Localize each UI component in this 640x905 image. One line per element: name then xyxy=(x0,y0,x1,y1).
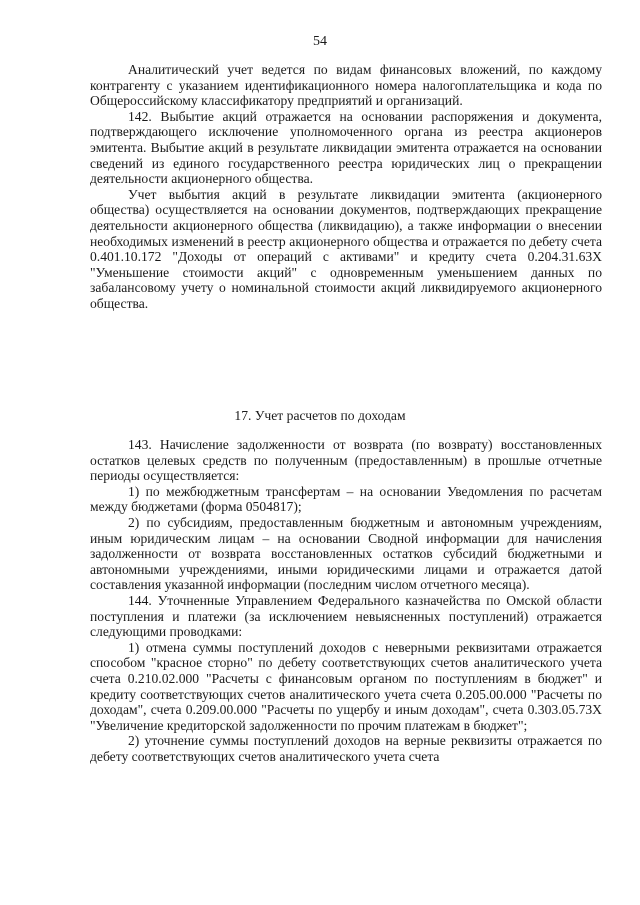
text-block-top xyxy=(90,62,602,312)
section-heading: 17. Учет расчетов по доходам xyxy=(234,408,406,423)
paragraph-analytical-accounting: Аналитический учет ведется по видам финансовых вложений, по каждому контрагенту с указанием идентификационного номера налогоплательщика и кода по Общероссийскому классификатору предприятий и организаций. xyxy=(90,62,602,109)
paragraph-142: 142. Выбытие акций отражается на основании распоряжения и документа, подтверждающего исключение уполномоченного органа из реестра акционеров эмитента. Выбытие акций в результате ликвидации эмитента отражается на основании сведений из единого государственного реестра юридических лиц о прекращении деятельности акционерного общества. xyxy=(90,108,602,187)
paragraph-144-item-2: 2) уточнение суммы поступлений доходов на верные реквизиты отражается по дебету соответствующих счетов аналитического учета счета xyxy=(90,733,602,764)
text-block-bottom xyxy=(90,437,602,764)
paragraph-143-item-2: 2) по субсидиям, предоставленным бюджетным и автономным учреждениям, иным юридическим лицам – на основании Сводной информации для начисления задолженности от возврата восстановленных остатков субсидий бюджетными и автономными учреждениями, иными юридическими лицами и отражается датой составления указанной информации (последним числом отчетного месяца). xyxy=(90,514,602,593)
page-number: 54 xyxy=(313,34,327,49)
paragraph-144-item-1: 1) отмена суммы поступлений доходов с неверными реквизитами отражается способом "красное сторно" по дебету соответствующих счетов аналитического учета счета 0.210.02.000 "Расчеты с финансовым органом по поступлениям в бюджет" и кредиту соответствующих счетов аналитического учета счета 0.205.00.000 "Расчеты по доходам", счета 0.209.00.000 "Расчеты по ущербу и иным доходам", счета 0.303.05.73Х "Увеличение кредиторской задолженности по прочим платежам в бюджет"; xyxy=(90,639,602,733)
paragraph-144: 144. Уточненные Управлением Федерального казначейства по Омской области поступления и платежи (за исключением невыясненных поступлений) отражается следующими проводками: xyxy=(90,592,602,640)
paragraph-143-item-1: 1) по межбюджетным трансфертам – на основании Уведомления по расчетам между бюджетами (форма 0504817); xyxy=(90,483,602,515)
paragraph-liquidation-accounting: Учет выбытия акций в результате ликвидации эмитента (акционерного общества) осуществляется на основании документов, подтверждающих прекращение деятельности акционерного общества (ликвидацию), а также информации о внесении необходимых изменений в реестр акционерного общества и отражается по дебету счета 0.401.10.172 "Доходы от операций с активами" и кредиту счета 0.204.31.63Х "Уменьшение стоимости акций" с одновременным уменьшением данных по забалансовому учету о номинальной стоимости акций ликвидируемого акционерного общества. xyxy=(90,186,602,311)
paragraph-143: 143. Начисление задолженности от возврата (по возврату) восстановленных остатков целевых средств по полученным (предоставленным) в прошлые отчетные периоды осуществляется: xyxy=(90,437,602,484)
